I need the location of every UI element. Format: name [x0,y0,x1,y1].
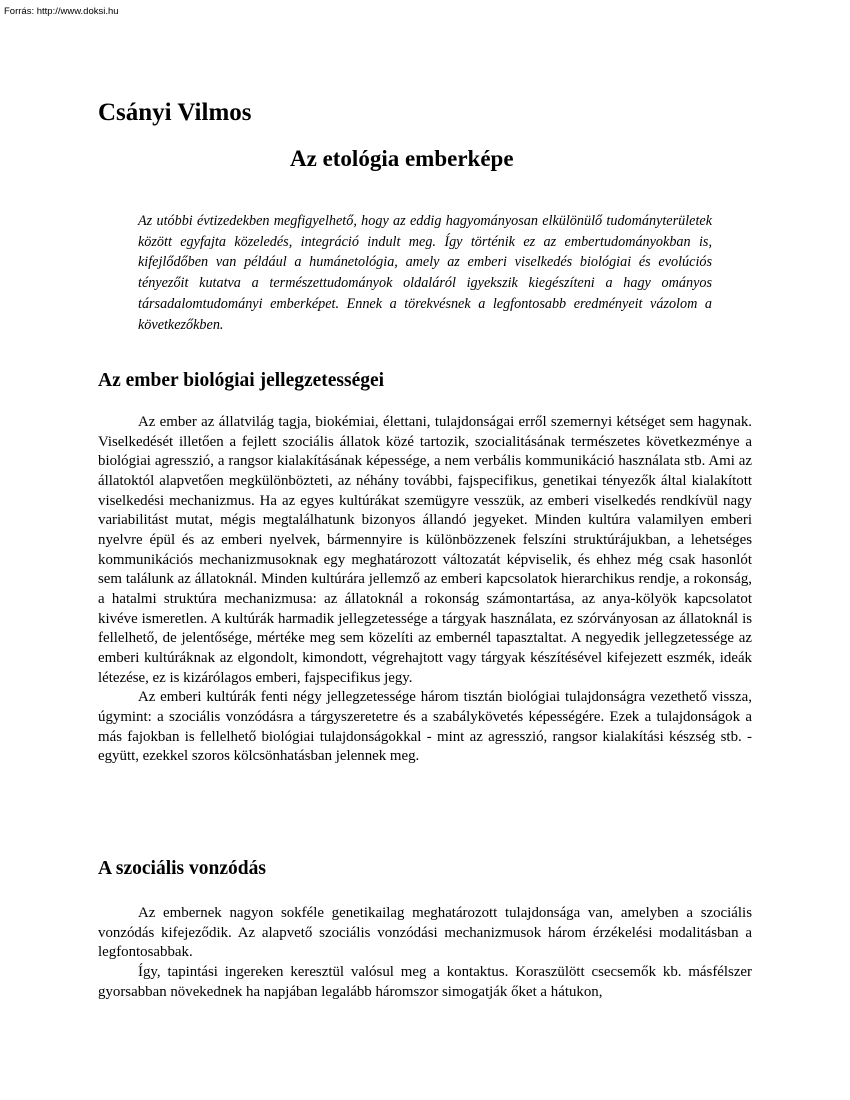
source-line: Forrás: http://www.doksi.hu [4,6,119,17]
paragraph: Így, tapintási ingereken keresztül valósul meg a kontaktus. Koraszülött csecsemők kb. másfélszer gyorsabban növekednek ha napjában legalább háromszor simogatják őket a hátukon, [98,963,752,1000]
section-body-social-attachment [98,904,752,1002]
paragraph: Az ember az állatvilág tagja, biokémiai, élettani, tulajdonságai erről szemernyi kétséget sem hagynak. Viselkedését illetően a fejlett szociális állatok közé tartozik, szocialitásának természetes következménye a biológiai agresszió, a rangsor kialakításának képessége, a nem verbális kommunikáció használata stb. Ami az állatoktól alapvetően megkülönbözteti, az néhány további, fajspecifikus, genetikai tényezők által kialakított viselkedési mechanizmus. Ha az egyes kultúrákat szemügyre vesszük, az emberi viselkedés rendkívül nagy variabilitást mutat, mégis megtalálhatunk bizonyos állandó jegyeket. Minden kultúra valamilyen emberi nyelvre épül és az emberi nyelvek, bármennyire is különbözzenek felszíni struktúrájukban, a lehetséges kommunikációs mechanizmusoknak egy meghatározott változatát képviselik, és ehhez még csak hasonlót sem találunk az állatoknál. Minden kultúrára jellemző az emberi kapcsolatok hierarchikus rendje, a rokonság, a hatalmi struktúra mechanizmusa: az állatoknál a rokonság számontartása, az anya-kölyök kapcsolatot kivéve ismeretlen. A kultúrák harmadik jellegzetessége a tárgyak használata, ez szórványosan az állatoknál is fellelhető, de jelentősége, mértéke meg sem közelíti az embernél tapasztaltat. A negyedik jellegzetessége az emberi kultúráknak az elgondolt, kimondott, végrehajtott vagy tárgyak készítésével kifejezett eszmék, ideák létezése, ez is kizárólagos emberi, fajspecifikus jegy. [98,414,752,686]
section-heading-biological-traits: Az ember biológiai jellegzetességei [98,370,385,391]
paragraph: Az embernek nagyon sokféle genetikailag meghatározott tulajdonsága van, amelyben a szociális vonzódás kifejeződik. Az alapvető szociális vonzódási mechanizmusok három érzékelési modalitásban a legfontosabbak. [98,905,752,961]
abstract: Az utóbbi évtizedekben megfigyelhető, hogy az eddig hagyományosan elkülönülő tudományterületek között egyfajta közeledés, integráció indult meg. Így történik ez az embertudományokban is, kifejlődőben van például a humánetológia, amely az emberi viselkedés biológiai és evolúciós tényezőit kutatva a természettudományok oldaláról igyekszik kiegészíteni a hagy ományos társadalomtudományi emberképet. Ennek a törekvésnek a legfontosabb eredményeit vázolom a következőkben. [138,213,712,333]
paragraph: Az emberi kultúrák fenti négy jellegzetessége három tisztán biológiai tulajdonságra vezethető vissza, úgymint: a szociális vonzódásra a tárgyszeretetre és a szabálykövetés képességére. Ezek a tulajdonságok a más fajokban is fellelhető biológiai tulajdonságokkal - mint az agresszió, rangsor kialakítási készség stb. - együtt, ezekkel szoros kölcsönhatásban jelennek meg. [98,689,752,765]
author-name: Csányi Vilmos [98,99,252,126]
document-title: Az etológia emberképe [290,146,514,171]
section-body-biological-traits [98,413,752,767]
section-heading-social-attachment: A szociális vonzódás [98,858,266,879]
